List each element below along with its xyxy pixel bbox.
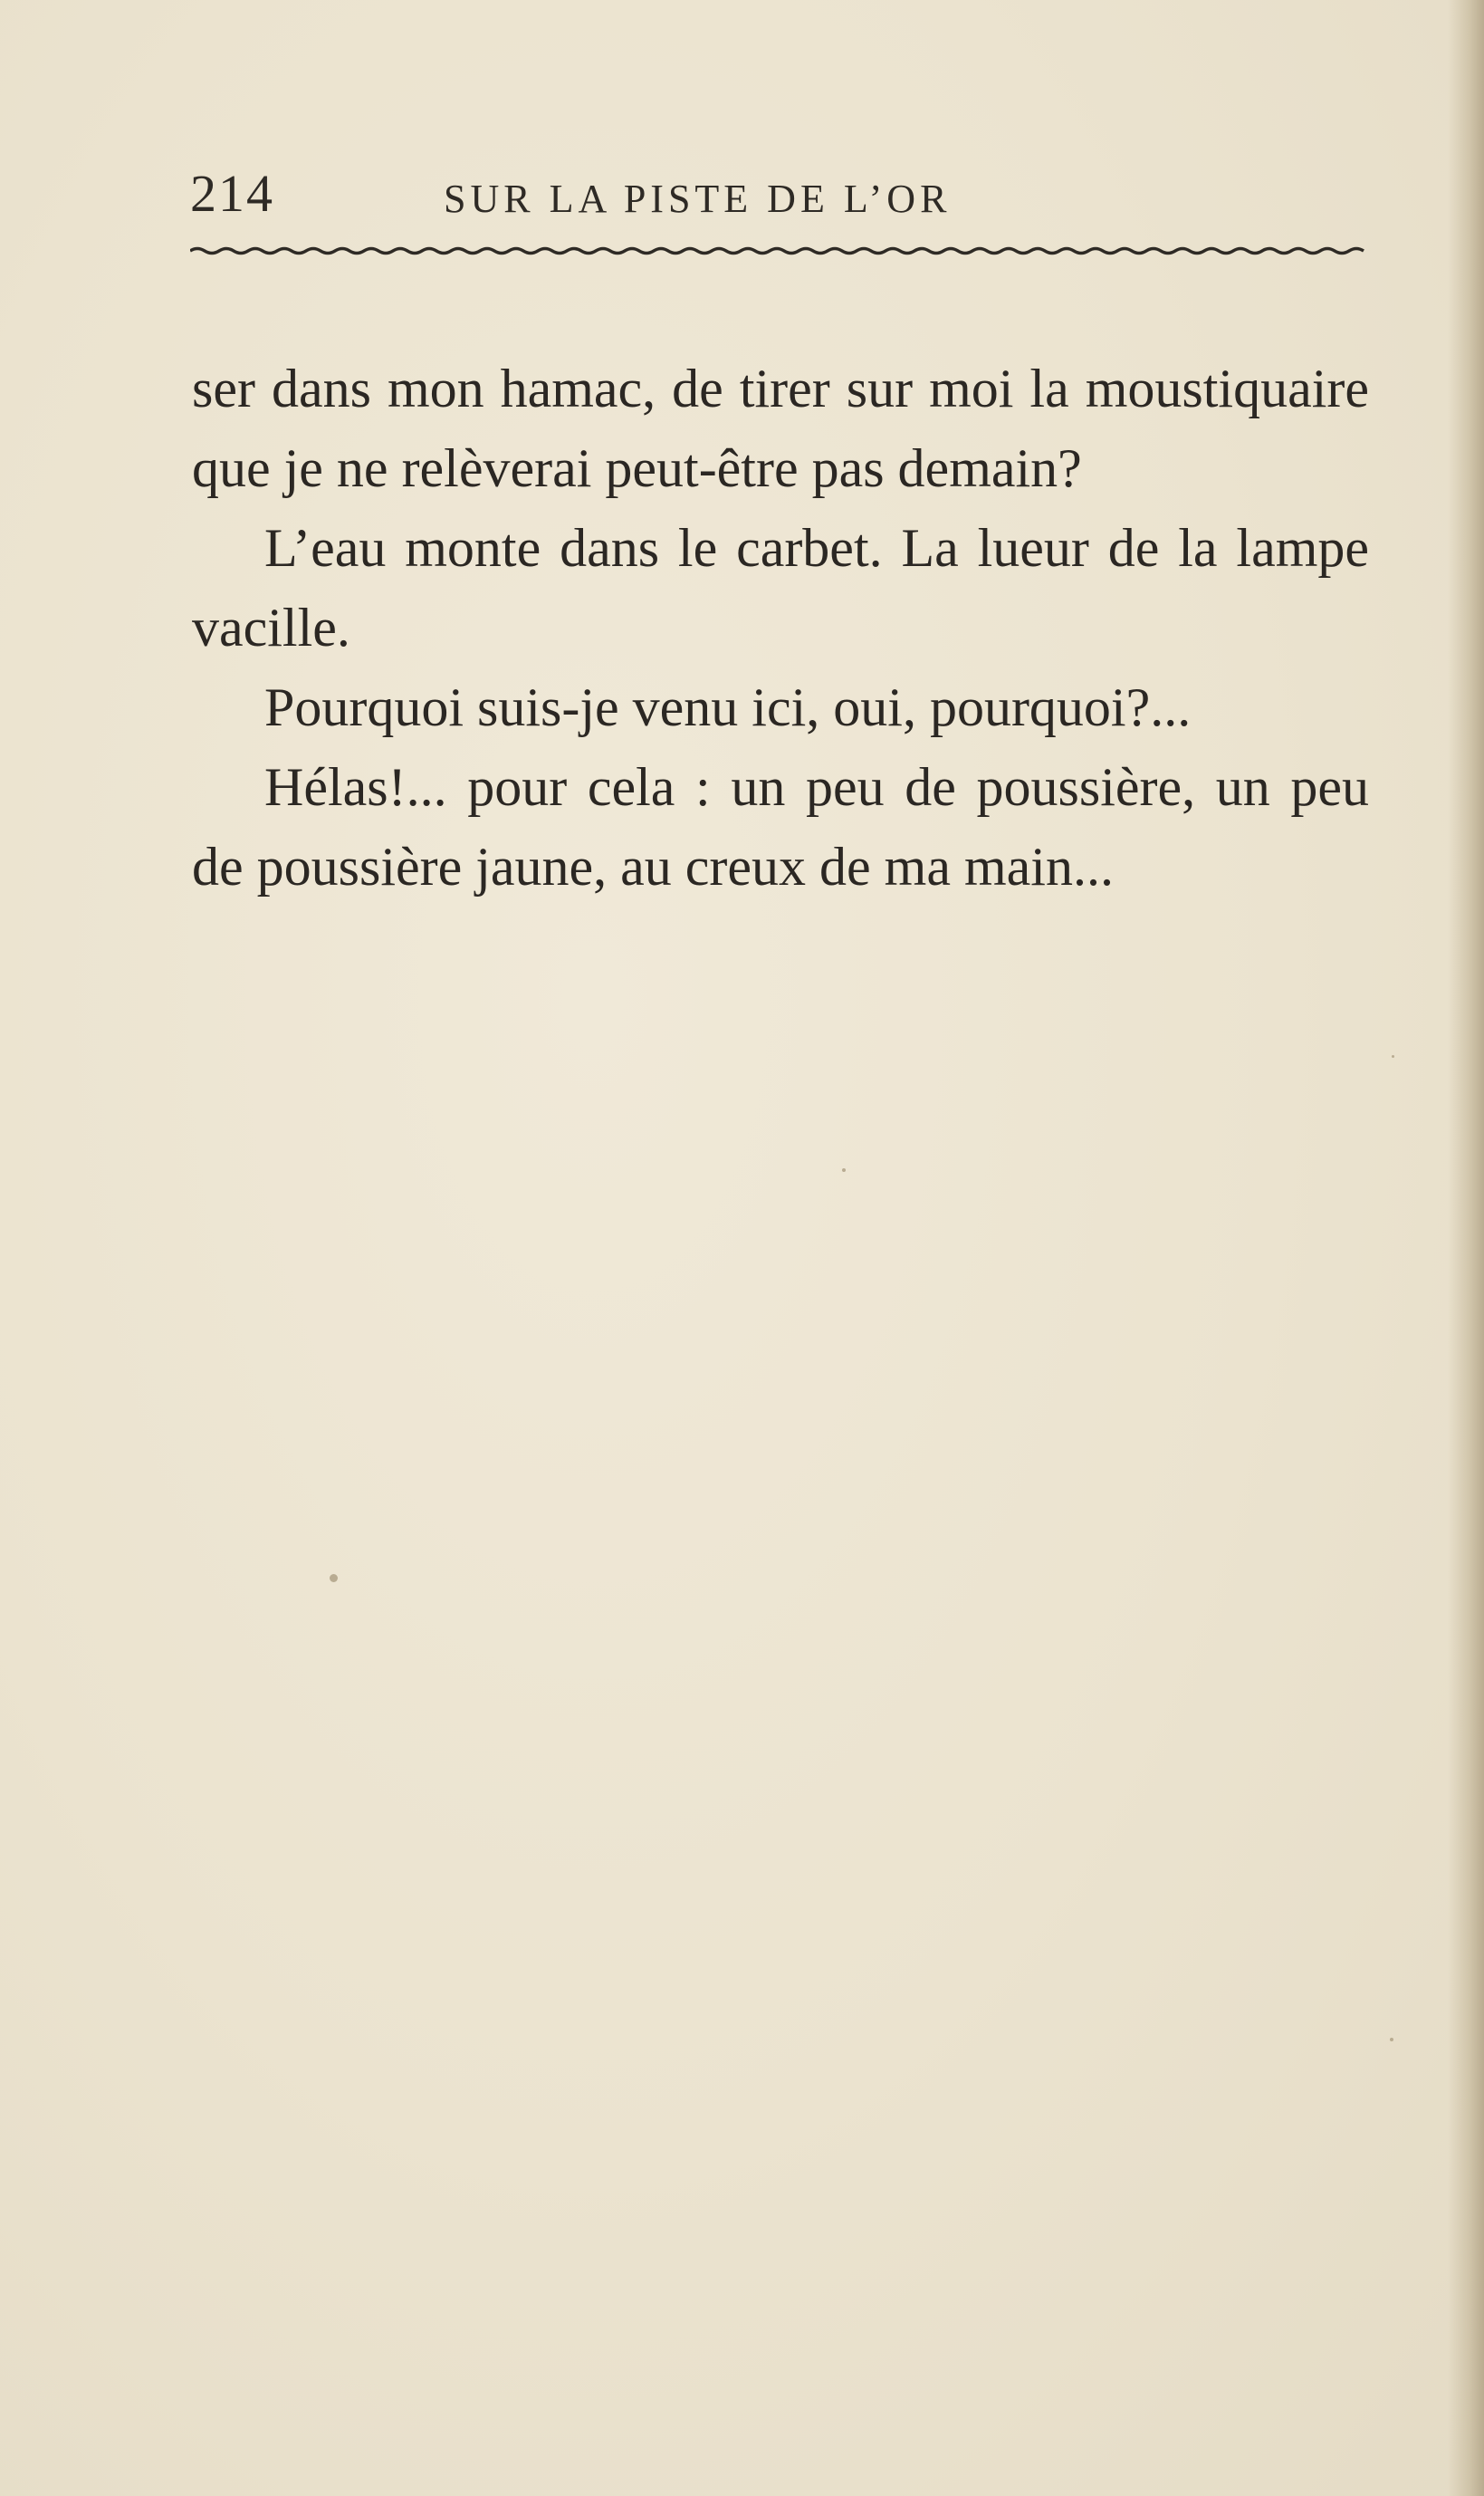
paragraph: Hélas!... pour cela : un peu de poussière, un peu de poussière jaune, au creux de ma main... [192, 757, 1369, 897]
body-text [192, 349, 1369, 907]
paper-speck [842, 1168, 846, 1172]
paragraph: Pourquoi suis-je venu ici, oui, pourquoi?... [264, 677, 1192, 737]
paragraph: ser dans mon hamac, de tirer sur moi la moustiquaire que je ne relèverai peut-être pas demain? [192, 359, 1369, 498]
page-number: 214 [190, 164, 274, 223]
ornamental-rule [190, 246, 1367, 255]
paper-speck [1390, 2038, 1393, 2041]
page-header [190, 163, 1367, 226]
running-title: SUR LA PISTE DE L’OR [444, 177, 952, 221]
paragraph: L’eau monte dans le carbet. La lueur de la lampe vacille. [192, 518, 1369, 658]
page-edge-shadow [1448, 0, 1484, 2496]
paper-speck [330, 1574, 338, 1582]
paper-speck [1392, 1055, 1394, 1058]
